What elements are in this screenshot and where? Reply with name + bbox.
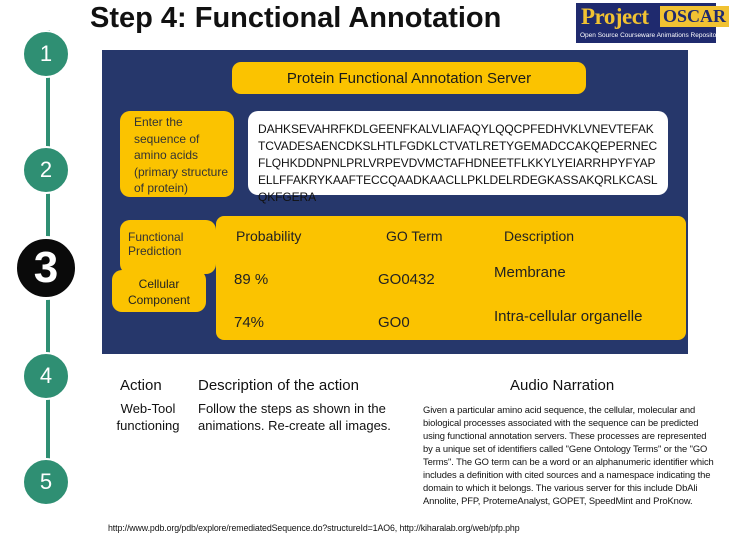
audio-narration-text: Given a particular amino acid sequence, the cellular, molecular and biological processes associated with the sequence can be predicted using functional annotation servers. These processes are represented by a unique set of identifiers called "Gene Ontology Terms" or the "GO Terms". The GO term can be a word or an alphanumeric identifier which includes a definition with cited sources and a namespace indicating the domain to which it belongs. The various server for this include DbAli Annolite, PFP, ProtemeAnalyst, GOPET, SpeedMint and ProKnow. bbox=[423, 404, 714, 506]
result-row-1-probability: 89 % bbox=[234, 271, 269, 288]
step-3-circle-active[interactable]: 3 bbox=[14, 236, 78, 300]
result-row-2-go-term: GO0 bbox=[378, 314, 410, 331]
audio-narration-header: Audio Narration bbox=[510, 377, 615, 394]
logo-text-project: Project bbox=[581, 4, 649, 29]
logo-text-oscar: OSCAR bbox=[660, 6, 729, 27]
result-row-2-description: Intra-cellular organelle bbox=[494, 308, 643, 325]
results-header-probability: Probability bbox=[236, 228, 302, 244]
page-title: Step 4: Functional Annotation bbox=[90, 2, 502, 34]
result-row-1-go-term: GO0432 bbox=[378, 271, 435, 288]
step-2-circle[interactable]: 2 bbox=[22, 146, 70, 194]
step-4-circle[interactable]: 4 bbox=[22, 352, 70, 400]
results-header-description: Description bbox=[504, 228, 575, 244]
logo-subtitle: Open Source Courseware Animations Repository bbox=[580, 32, 722, 39]
reference-urls: http://www.pdb.org/pdb/explore/remediatedSequence.do?structureId=1AO6, http://kiharalab.org/web/pfp.php bbox=[108, 523, 520, 533]
step-1-circle[interactable]: 1 bbox=[22, 30, 70, 78]
server-header: Protein Functional Annotation Server bbox=[232, 62, 586, 94]
result-row-1-description: Membrane bbox=[494, 264, 566, 281]
result-row-2-probability: 74% bbox=[234, 314, 265, 331]
action-column-header: Action bbox=[120, 377, 162, 394]
project-oscar-logo bbox=[576, 3, 727, 43]
sequence-input[interactable]: DAHKSEVAHRFKDLGEENFKALVLIAFAQYLQQCPFEDHVKLVNEVTEFAKTCVADESAENCDKSLHTLFGDKLCTVATLRETYGEMADCCAKQEPERNECFLQHKDDNPNLPRLVRPEVDVMCTAFHDNEETFLKKYLYEIARRHPYFYAPELLFFAKRYKAAFTECCQAADKAACLLPKLDELRDEGKASSAKQRLKCASLQKFGERA bbox=[248, 111, 668, 195]
step-5-circle[interactable]: 5 bbox=[22, 458, 70, 506]
functional-prediction-button[interactable]: Functional Prediction bbox=[120, 220, 216, 274]
results-header-go-term: GO Term bbox=[386, 228, 443, 244]
cellular-component-button[interactable]: Cellular Component bbox=[112, 270, 206, 312]
action-text: Web-Tool functioning bbox=[116, 401, 180, 433]
description-text: Follow the steps as shown in the animations. Re-create all images. bbox=[198, 401, 391, 433]
sequence-prompt-label: Enter the sequence of amino acids (primary structure of protein) bbox=[120, 111, 234, 197]
description-column-header: Description of the action bbox=[198, 377, 359, 394]
